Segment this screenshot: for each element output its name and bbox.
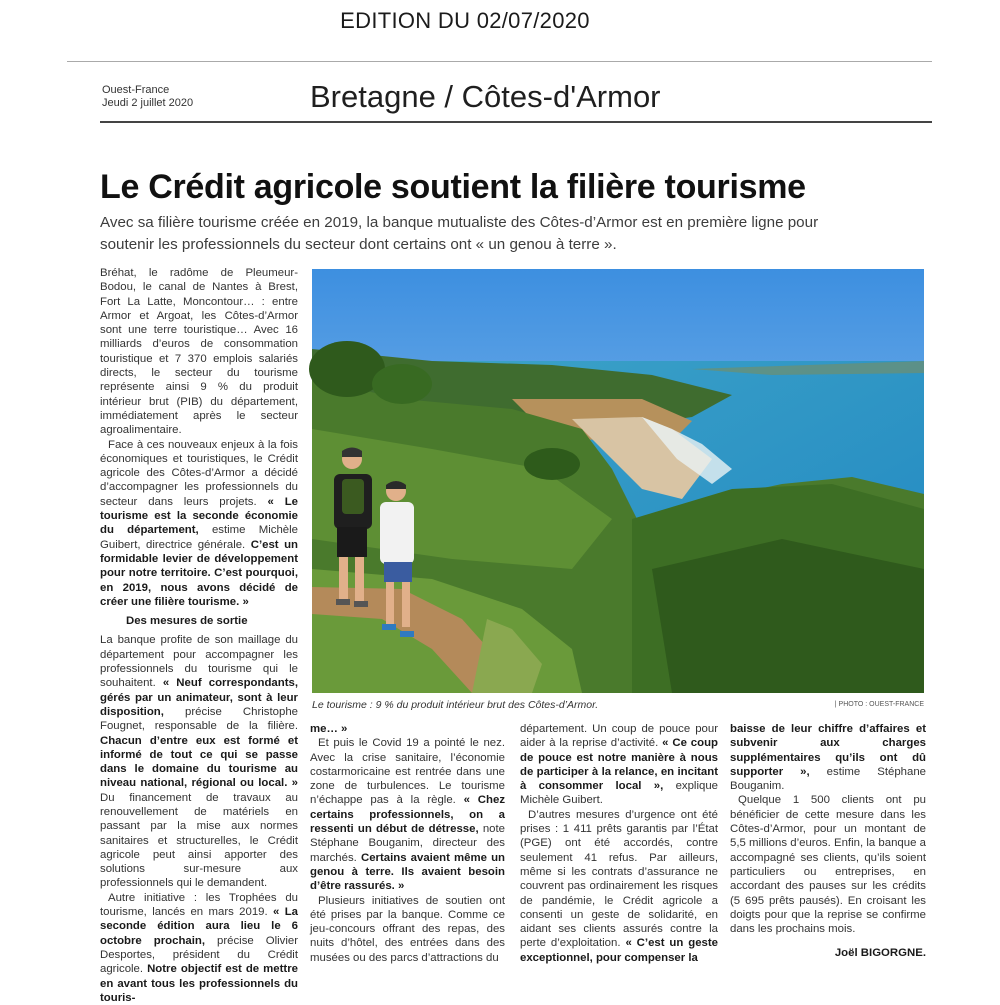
paragraph: Bréhat, le radôme de Pleumeur-Bodou, le canal de Nantes à Brest, Fort La Latte, Moncontour… : entre Armor et Argoat, les Côtes-d’Armor sont une terre touristique… Avec 16 milliards d’euros de consommation touristique et 7 370 emplois salariés directs, le secteur du tourisme représente ainsi 9 % du produit intérieur brut (PIB) du département, immédiatement après le secteur agroalimentaire. — [100, 267, 298, 437]
paragraph: Autre initiative : les Trophées du tourisme, lancés en mars 2019. « La seconde édition aura lieu le 6 octobre prochain, précise Olivier Desportes, président du Crédit agricole. Notre objectif est de mettre en avant tous les professionnels du touris- — [100, 891, 299, 1004]
paragraph: Quelque 1 500 clients ont pu bénéficier de cette mesure dans les Côtes-d’Armor, pour un montant de 5,5 millions d’euros. Enfin, la banque a accompagné ses clients, qu’ils soient particuliers ou entreprises, en accordant des pauses sur les crédits (5 695 prêts pausés). En croisant les doigts pour que la reprise se confirme dans les prochains mois. — [730, 794, 926, 936]
paragraph: département. Un coup de pouce pour aider à la reprise d’activité. « Ce coup de pouce est notre manière à nous de participer à la relance, en incitant à consommer local », explique Michèle Guibert. — [520, 723, 718, 807]
paragraph: Et puis le Covid 19 a pointé le nez. Avec la crise sanitaire, l’économie costarmoricaine est rentrée dans une zone de turbulences. Le tourisme n’échappe pas à la règle. « Chez certains professionnels, on a ressenti un début de détresse, note Stéphane Bouganim, directeur des marchés. Certains avaient même un genou à terre. Ils avaient besoin d’être rassurés. » — [310, 737, 506, 893]
subheading: Des mesures de sortie — [126, 615, 248, 628]
article-headline: Le Crédit agricole soutient la filière tourisme — [100, 168, 806, 206]
photo-caption: Le tourisme : 9 % du produit intérieur brut des Côtes-d’Armor. — [312, 699, 599, 711]
author-signature: Joël BIGORGNE. — [834, 947, 926, 960]
paper-name: Ouest-France — [102, 84, 170, 96]
top-rule — [67, 61, 932, 62]
photo-credit: | PHOTO : OUEST-FRANCE — [834, 701, 924, 708]
section-rule — [100, 121, 932, 123]
article-column-2 — [310, 722, 505, 967]
paragraph: Face à ces nouveaux enjeux à la fois économiques et touristiques, le Crédit agricole des Côtes-d’Armor a décidé d’accompagner les professionnels du secteur dans leurs projets. « Le tourisme est la seconde économie du département, estime Michèle Guibert, directrice générale. C’est un formidable levier de développement pour notre territoire. C’est pourquoi, en 2019, nous avons décidé de créer une filière tourisme. » — [100, 438, 299, 608]
paper-date: Jeudi 2 juillet 2020 — [102, 97, 194, 109]
article-column-4 — [730, 722, 926, 967]
edition-date: EDITION DU 02/07/2020 — [340, 8, 590, 33]
paragraph: baisse de leur chiffre d’affaires et subvenir aux charges supplémentaires qu’ils ont dû supporter », estime Stéphane Bouganim. — [730, 723, 926, 793]
article-column-1 — [100, 266, 299, 1004]
article-column-3 — [520, 722, 718, 967]
paper-identity — [102, 84, 193, 110]
article-photo — [312, 269, 924, 693]
article-chapo: Avec sa filière tourisme créée en 2019, la banque mutualiste des Côtes-d’Armor est en première ligne pour soutenir les professionnels du secteur dont certains ont « un genou à terre ». — [100, 214, 819, 253]
paragraph: Plusieurs initiatives de soutien ont été prises par la banque. Comme ce jeu-concours offrant des repas, des nuits d’hôtel, des entrées dans des musées ou des parcs d’attractions du — [310, 894, 505, 964]
paragraph: me… » — [310, 723, 348, 735]
paragraph: D’autres mesures d’urgence ont été prises : 1 411 prêts garantis par l’État (PGE) ont été accordés, contre seulement 41 refus. Par ailleurs, même si les contrats d’assurance ne couvrent pas ordinairement les risques de pandémie, le Crédit agricole a consenti un geste de solidarité, en aidant ses clients assurés contre la perte d’exploitation. « C’est un geste exceptionnel, pour compenser la — [520, 808, 719, 964]
section-title: Bretagne / Côtes-d'Armor — [310, 79, 661, 114]
paragraph: La banque profite de son maillage du département pour accompagner les professionnels du tourisme qui le souhaitent. « Neuf correspondants, gérés par un animateur, sont à leur disposition, précise Christophe Fougnet, responsable de la filière. Chacun d’entre eux est formé et informé de tout ce qui se passe dans le domaine du tourisme au niveau national, régional ou local. » Du financement de travaux au renouvellement de matériels en passant par la mise aux normes sanitaires et structurelles, le Crédit agricole peut ainsi apporter des solutions sur-mesure aux professionnels qui le demandent. — [100, 634, 298, 890]
